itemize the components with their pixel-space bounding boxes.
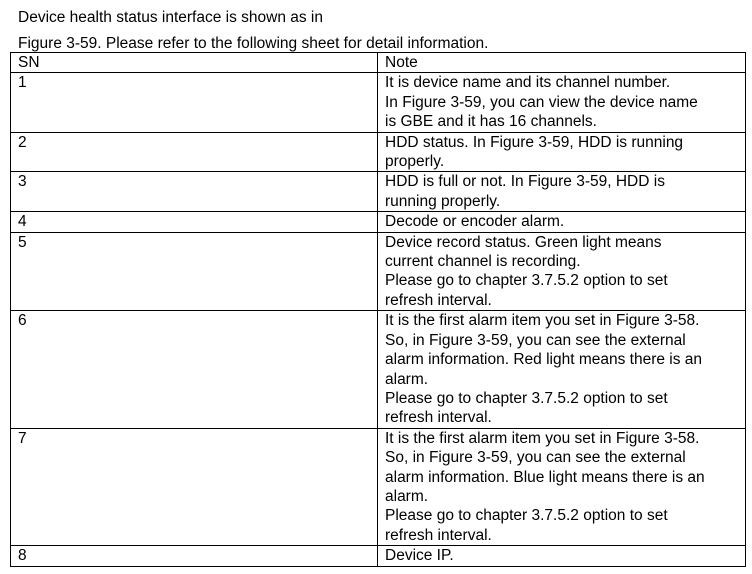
table-row xyxy=(11,212,746,232)
note-line: Please go to chapter 3.7.5.2 option to set xyxy=(385,272,668,290)
note-cell xyxy=(378,212,746,232)
table-row xyxy=(11,73,746,132)
table-body xyxy=(11,73,746,566)
note-line: So, in Figure 3-59, you can see the external xyxy=(385,449,686,467)
note-line: is GBE and it has 16 channels. xyxy=(385,113,597,131)
table-header-row xyxy=(11,53,746,73)
note-line: Please go to chapter 3.7.5.2 option to set xyxy=(385,389,668,407)
note-line: Decode or encoder alarm. xyxy=(385,213,565,231)
sn-cell: 2 xyxy=(11,132,378,172)
note-cell xyxy=(378,546,746,566)
sn-cell: 7 xyxy=(11,428,378,545)
intro-line-2: Figure 3-59. Please refer to the following sheet for detail information. xyxy=(18,35,489,52)
table-row xyxy=(11,546,746,566)
table-row xyxy=(11,311,746,428)
status-info-table xyxy=(10,52,746,567)
note-line: HDD status. In Figure 3-59, HDD is running xyxy=(385,133,684,151)
note-line: It is the first alarm item you set in Figure 3-58. xyxy=(385,312,700,330)
note-line: In Figure 3-59, you can view the device name xyxy=(385,93,698,111)
sn-cell: 1 xyxy=(11,73,378,132)
note-line: alarm. xyxy=(385,487,429,505)
note-line: So, in Figure 3-59, you can see the external xyxy=(385,331,686,349)
note-cell xyxy=(378,132,746,172)
note-line: It is device name and its channel number. xyxy=(385,74,671,92)
note-line: refresh interval. xyxy=(385,409,492,427)
sn-cell: 5 xyxy=(11,232,378,311)
note-line: alarm information. Blue light means there is an xyxy=(385,468,705,486)
sn-cell: 3 xyxy=(11,172,378,212)
note-line: Device record status. Green light means xyxy=(385,233,662,251)
note-cell xyxy=(378,73,746,132)
note-line: alarm. xyxy=(385,370,429,388)
note-line: current channel is recording. xyxy=(385,253,581,271)
note-cell xyxy=(378,311,746,428)
table-row xyxy=(11,232,746,311)
note-line: Device IP. xyxy=(385,547,454,565)
header-note: Note xyxy=(378,53,746,73)
note-line: properly. xyxy=(385,153,445,171)
note-line: refresh interval. xyxy=(385,526,492,544)
note-line: refresh interval. xyxy=(385,291,492,309)
sn-cell: 8 xyxy=(11,546,378,566)
intro-paragraph xyxy=(18,5,738,57)
sn-cell: 6 xyxy=(11,311,378,428)
note-cell xyxy=(378,172,746,212)
note-line: HDD is full or not. In Figure 3-59, HDD is xyxy=(385,173,665,191)
note-cell xyxy=(378,232,746,311)
note-line: It is the first alarm item you set in Figure 3-58. xyxy=(385,429,700,447)
table-row xyxy=(11,428,746,545)
note-line: Please go to chapter 3.7.5.2 option to set xyxy=(385,507,668,525)
table-row xyxy=(11,172,746,212)
note-line: alarm information. Red light means there is an xyxy=(385,351,703,369)
table-row xyxy=(11,132,746,172)
note-cell xyxy=(378,428,746,545)
intro-line-1: Device health status interface is shown as in xyxy=(18,9,323,26)
sn-cell: 4 xyxy=(11,212,378,232)
header-sn: SN xyxy=(11,53,378,73)
note-line: running properly. xyxy=(385,192,501,210)
